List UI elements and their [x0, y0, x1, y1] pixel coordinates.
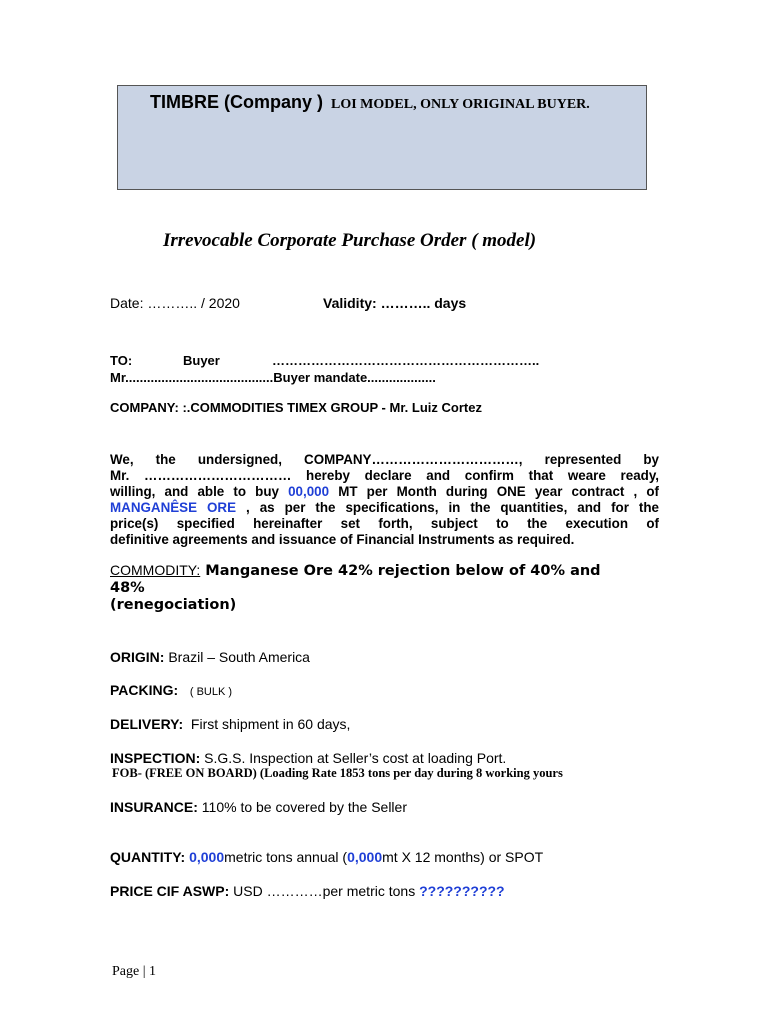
company-line: COMPANY: :.COMMODITIES TIMEX GROUP - Mr. Luiz Cortez	[110, 400, 482, 415]
declaration-text: , as per the specifications, in the quantities, and for the	[246, 500, 659, 515]
origin-label: ORIGIN:	[110, 649, 165, 665]
commodity-note: (renegociation)	[110, 597, 237, 613]
document-title: Irrevocable Corporate Purchase Order ( model)	[163, 230, 537, 251]
packing-label: PACKING:	[110, 682, 179, 698]
quantity-text: metric tons annual (	[224, 849, 348, 865]
delivery-label: DELIVERY:	[110, 716, 184, 732]
quantity-monthly: 0,000	[347, 849, 383, 865]
quantity-label: QUANTITY:	[110, 849, 186, 865]
insurance-label: INSURANCE:	[110, 799, 198, 815]
price-question-marks: ??????????	[419, 883, 505, 899]
letterhead-title	[150, 92, 590, 113]
commodity-section	[110, 562, 670, 614]
insurance-line	[110, 799, 407, 815]
loi-model-note: LOI MODEL, ONLY ORIGINAL BUYER.	[331, 97, 590, 112]
inspection-line	[110, 750, 506, 766]
origin-line	[110, 649, 310, 665]
to-label: TO:	[110, 353, 133, 368]
inspection-label: INSPECTION:	[110, 750, 201, 766]
commodity-line	[110, 562, 670, 580]
buyer-mandate-line: Mr.........................................Buyer mandate...................	[110, 370, 436, 385]
commodity-label: COMMODITY:	[110, 562, 201, 578]
quantity-text: mt X 12 months) or SPOT	[382, 849, 544, 865]
commodity-value: Manganese Ore 42% rejection below of 40% and	[205, 563, 601, 579]
buyer-label: Buyer	[183, 353, 220, 368]
declaration-line	[110, 500, 659, 516]
price-line	[110, 883, 505, 899]
price-label: PRICE CIF ASWP:	[110, 883, 230, 899]
page-number: Page | 1	[112, 964, 157, 979]
quantity-highlight: 00,000	[288, 484, 330, 499]
inspection-value: S.G.S. Inspection at Seller’s cost at loading Port.	[204, 750, 507, 766]
declaration-line: We, the undersigned, COMPANY……………………………, represented by	[110, 452, 659, 467]
company-placeholder: TIMBRE (Company )	[150, 92, 323, 112]
price-value: USD …………per metric tons	[233, 883, 416, 899]
declaration-text: MT per Month during ONE year contract , of	[338, 484, 659, 499]
quantity-annual: 0,000	[189, 849, 225, 865]
validity-field: Validity: ……….. days	[323, 295, 467, 311]
fob-terms: FOB- (FREE ON BOARD) (Loading Rate 1853 tons per day during 8 working yours	[112, 766, 563, 780]
delivery-line	[110, 716, 350, 732]
date-field: Date: ……….. / 2020	[110, 295, 240, 311]
declaration-line	[110, 484, 659, 500]
packing-line	[110, 682, 232, 698]
declaration-line: Mr. …………………………… hereby declare and confirm that weare ready,	[110, 468, 659, 483]
origin-value: Brazil – South America	[168, 649, 310, 665]
buyer-dots: ……………………………………………………..	[272, 353, 540, 368]
declaration-line: definitive agreements and issuance of Financial Instruments as required.	[110, 532, 575, 547]
insurance-value: 110% to be covered by the Seller	[201, 799, 407, 815]
declaration-line: price(s) specified hereinafter set forth, subject to the execution of	[110, 516, 659, 531]
declaration-text: willing, and able to buy	[110, 484, 279, 499]
packing-value: ( BULK )	[189, 686, 233, 698]
commodity-value-cont: 48%	[110, 580, 145, 596]
delivery-value: First shipment in 60 days,	[190, 716, 351, 732]
product-highlight: MANGANÊSE ORE	[110, 500, 237, 515]
declaration-paragraph	[110, 452, 659, 548]
quantity-line	[110, 849, 543, 865]
